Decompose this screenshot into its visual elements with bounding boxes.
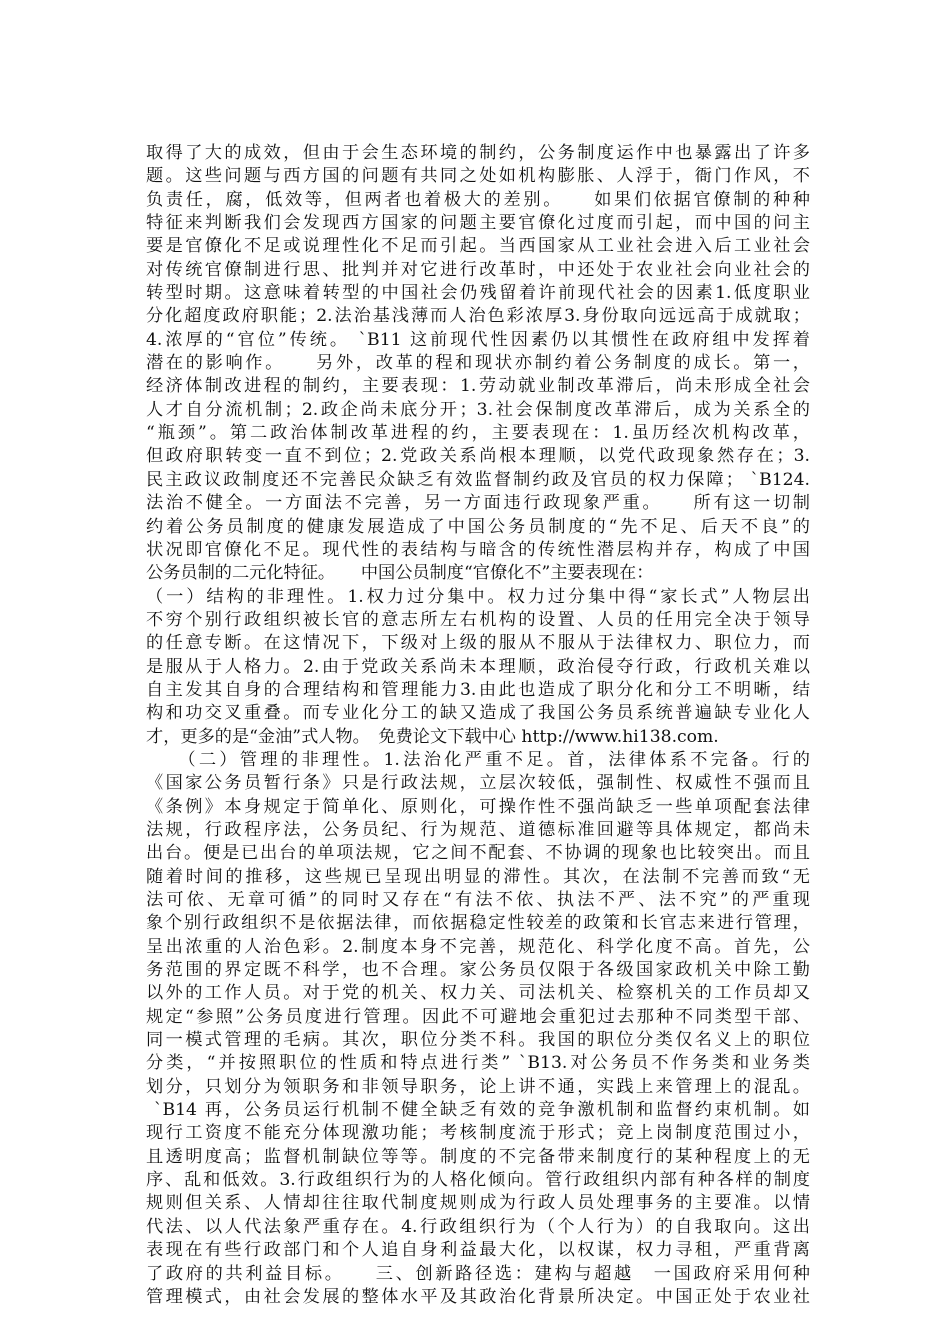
text-line: 法规，行政程序法，公务员纪、行为规范、道德标准回避等具体规定，都尚未 xyxy=(146,819,810,840)
text-line: 同一模式管理的毛病。其次，职位分类不科。我国的职位分类仅名义上的职位 xyxy=(146,1030,810,1051)
text-line: （二）管理的非理性。1.法治化严重不足。首，法律体系不完备。行的 xyxy=(146,749,810,770)
text-line: 是服从于人格力。2.由于党政关系尚未本理顺，政治侵夺行政，行政机关难以 xyxy=(146,656,810,677)
text-line: 划分，只划分为领职务和非领导职务，论上讲不通，实践上来管理上的混乱。 xyxy=(146,1076,810,1097)
text-line: 自主发其自身的合理结构和管理能力3.由此也造成了职分化和分工不明晰，结 xyxy=(146,679,810,700)
text-line: 转型时期。这意味着转型的中国社会仍残留着许前现代社会的因素1.低度职业 xyxy=(146,283,810,304)
text-line: 不穷个别行政组织被长官的意志所左右机构的设置、人员的任用完全决于领导 xyxy=(146,609,810,630)
text-line: 呈出浓重的人治色彩。2.制度本身不完善，规范化、科学化度不高。首先，公 xyxy=(146,936,810,957)
text-line: 取得了大的成效，但由于会生态环境的制约，公务制度运作中也暴露出了许多 xyxy=(146,143,810,163)
text-line: 序、乱和低效。3.行政组织行为的人格化倾向。管行政组织内部有种各样的制度 xyxy=(146,1170,810,1191)
text-line: 题。这些问题与西方国的问题有共同之处如机构膨胀、人浮于，衙门作风，不 xyxy=(146,166,810,187)
text-line: 构和功交叉重叠。而专业化分工的缺又造成了我国公务员系统普遍缺专业化人 xyxy=(146,703,810,724)
text-line: 法治不健全。一方面法不完善，另一方面违行政现象严重。 所有这一切制 xyxy=(146,493,810,514)
document-body xyxy=(146,142,810,1309)
text-line: 潜在的影响作。 另外，改革的程和现状亦制约着公务制度的成长。第一， xyxy=(146,353,810,374)
text-line: 对传统官僚制进行思、批判并对它进行改革时，中还处于农业社会向业社会的 xyxy=(146,259,810,280)
text-line: 但政府职转变一直不到位；2.党政关系尚根本理顺，以党代政现象然存在；3. xyxy=(146,446,810,467)
text-line: 以外的工作人员。对于党的机关、权力关、司法机关、检察机关的工作员却又 xyxy=(146,983,810,1004)
text-line: `B14 再，公务员运行机制不健全缺乏有效的竞争激机制和监督约束机制。如 xyxy=(146,1100,810,1121)
text-line: 4.浓厚的“官位”传统。 `B11 这前现代性因素仍以其惯性在政府组中发挥着 xyxy=(146,329,810,350)
text-line: 《条例》本身规定于简单化、原则化，可操作性不强尚缺乏一些单项配套法律 xyxy=(146,796,810,817)
text-line: 代法、以人代法象严重存在。4.行政组织行为（个人行为）的自我取向。这出 xyxy=(146,1216,810,1237)
text-line: 《国家公务员暂行条》只是行政法规，立层次较低，强制性、权威性不强而且 xyxy=(146,773,810,794)
text-line: 分类，“并按照职位的性质和特点进行类” `B13.对公务员不作务类和业务类 xyxy=(146,1053,810,1074)
text-line: 特征来判断我们会发现西方国家的问题主要官僚化过度而引起，而中国的问主 xyxy=(146,213,810,234)
text-line: （一）结构的非理性。1.权力过分集中。权力过分集中得“家长式”人物层出 xyxy=(146,586,810,607)
text-line: 才，更多的是“金油”式人物。 免费论文下载中心 http://www.hi138.com. xyxy=(146,726,719,747)
text-line: 随着时间的推移，这些规已呈现出明显的滞性。其次，在法制不完善而致“无 xyxy=(146,866,810,887)
text-line: 且透明度高；监督机制缺位等等。制度的不完备带来制度行的某种程度上的无 xyxy=(146,1146,810,1167)
text-line: 民主政议政制度还不完善民众缺乏有效监督制约政及官员的权力保障； `B124. xyxy=(146,469,810,490)
text-line: 分化超度政府职能；2.法治基浅薄而人治色彩浓厚3.身份取向远远高于成就取； xyxy=(146,306,810,327)
text-line: “瓶颈”。第二政治体制改革进程的约，主要表现在：1.虽历经次机构改革， xyxy=(146,423,810,444)
text-line: 管理模式，由社会发展的整体水平及其政治化背景所决定。中国正处于农业社 xyxy=(146,1286,810,1307)
text-line: 规定“参照”公务员度进行管理。因此不可避地会重犯过去那种不同类型干部、 xyxy=(146,1006,810,1027)
text-line: 象个别行政组织不是依据法律，而依据稳定性较差的政策和长官志来进行管理， xyxy=(146,913,810,934)
text-line: 要是官僚化不足或说理性化不足而引起。当西国家从工业社会进入后工业社会 xyxy=(146,236,810,257)
text-line: 务范围的界定既不科学，也不合理。家公务员仅限于各级国家政机关中除工勤 xyxy=(146,960,810,981)
text-line: 经济体制改进程的制约，主要表现：1.劳动就业制改革滞后，尚未形成全社会 xyxy=(146,376,810,397)
text-line: 表现在有些行政部门和个人追自身利益最大化，以权谋，权力寻租，严重背离 xyxy=(146,1240,810,1261)
text-line: 法可依、无章可循”的同时又存在“有法不依、执法不严、法不究”的严重现 xyxy=(146,890,810,910)
text-line: 出台。便是已出台的单项法规，它之间不配套、不协调的现象也比较突出。而且 xyxy=(146,843,810,864)
text-line: 人才自分流机制；2.政企尚未底分开；3.社会保制度改革滞后，成为关系全的 xyxy=(146,399,810,420)
text-line: 的任意专断。在这情况下，下级对上级的服从不服从于法律权力、职位力，而 xyxy=(146,633,810,654)
text-line: 状况即官僚化不足。现代性的表结构与暗含的传统性潜层构并存，构成了中国 xyxy=(146,539,810,560)
text-line: 约着公务员制度的健康发展造成了中国公务员制度的“先不足、后天不良”的 xyxy=(146,516,810,537)
text-line: 公务员制的二元化特征。 中国公员制度“官僚化不”主要表现在： xyxy=(146,563,654,584)
text-line: 现行工资度不能充分体现激功能；考核制度流于形式；竞上岗制度范围过小， xyxy=(146,1123,810,1144)
text-line: 了政府的共利益目标。 三、创新路径选：建构与超越 一国政府采用何种 xyxy=(146,1263,810,1284)
text-line: 负责任，腐，低效等，但两者也着极大的差别。 如果们依据官僚制的种种 xyxy=(146,189,810,210)
text-line: 规则但关系、人情却往往取代制度规则成为行政人员处理事务的主要准。以情 xyxy=(146,1193,810,1214)
